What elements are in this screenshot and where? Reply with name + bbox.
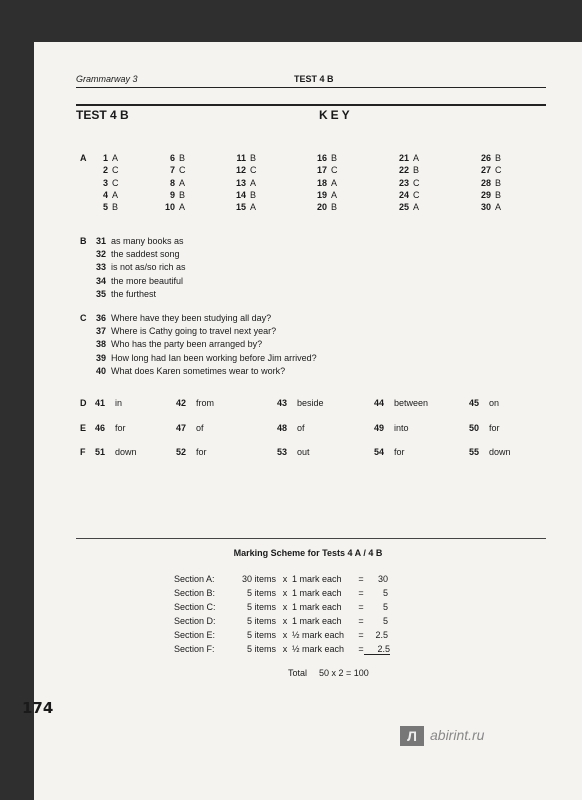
item-number: 30 — [480, 202, 491, 213]
item-number: 51 — [94, 447, 105, 457]
marking-cell: 5 items — [246, 644, 276, 654]
section-d-letter: D — [80, 398, 87, 408]
item-number: 18 — [316, 177, 327, 188]
answer-item — [84, 339, 262, 349]
marking-cell: x — [282, 588, 288, 598]
page — [34, 42, 582, 800]
marking-cell: Section B: — [174, 588, 216, 598]
item-number: 38 — [95, 339, 106, 350]
answer-item — [168, 447, 207, 457]
item-answer: A — [331, 177, 338, 188]
item-answer: A — [413, 153, 420, 163]
item-answer: B — [495, 189, 502, 200]
answer-item — [389, 153, 419, 163]
item-answer: B — [250, 153, 257, 163]
item-answer: B — [331, 153, 338, 163]
marking-cell: = — [358, 630, 364, 640]
answer-item — [226, 153, 256, 163]
item-answer: for — [394, 447, 405, 457]
answer-item — [471, 202, 501, 212]
item-number: 5 — [102, 202, 108, 213]
item-number: 10 — [164, 202, 175, 213]
answer-item — [84, 262, 186, 272]
item-number: 46 — [94, 423, 105, 433]
answer-item — [168, 398, 214, 408]
item-answer: What does Karen sometimes wear to work? — [111, 365, 286, 376]
answer-item — [84, 326, 276, 336]
item-answer: A — [112, 189, 119, 200]
answer-item — [155, 165, 186, 175]
answer-item — [87, 423, 126, 433]
item-number: 54 — [373, 447, 384, 457]
item-answer: the saddest song — [111, 249, 180, 260]
item-answer: B — [495, 153, 502, 163]
item-answer: A — [250, 202, 257, 213]
section-a-letter: A — [80, 153, 87, 163]
answer-item — [461, 423, 500, 433]
item-answer: between — [394, 398, 429, 408]
answer-item — [155, 202, 185, 212]
total-label: Total — [288, 668, 308, 678]
marking-divider — [76, 538, 546, 539]
item-number: 16 — [316, 153, 327, 163]
item-number: 32 — [95, 249, 106, 260]
item-answer: the more beautiful — [111, 275, 184, 286]
answer-item — [226, 178, 256, 188]
item-number: 22 — [398, 165, 409, 176]
marking-cell: 5 — [382, 588, 388, 598]
marking-cell: 2.5 — [375, 630, 388, 640]
section-f-letter: F — [80, 447, 86, 457]
item-answer: B — [331, 202, 338, 213]
marking-cell: ½ mark each — [292, 630, 345, 640]
marking-scheme-title: Marking Scheme for Tests 4 A / 4 B — [233, 548, 383, 558]
answer-item — [168, 423, 204, 433]
item-answer: A — [495, 202, 502, 213]
marking-cell: 30 items — [241, 574, 276, 584]
item-answer: C — [112, 177, 119, 188]
answer-item — [155, 178, 185, 188]
marking-cell: 2.5 — [364, 644, 390, 655]
item-number: 6 — [169, 153, 175, 163]
item-number: 45 — [468, 398, 479, 408]
answer-item — [226, 202, 256, 212]
item-number: 50 — [468, 423, 479, 433]
item-answer: for — [489, 423, 500, 433]
marking-cell: 1 mark each — [292, 602, 342, 612]
item-number: 36 — [95, 313, 106, 323]
marking-cell: x — [282, 574, 288, 584]
item-number: 13 — [235, 177, 246, 188]
marking-cell: 30 — [377, 574, 388, 584]
item-answer: is not as/so rich as — [111, 262, 186, 273]
key-heading: KEY — [319, 108, 353, 122]
item-answer: B — [112, 202, 119, 213]
item-number: 12 — [235, 165, 246, 176]
item-answer: A — [331, 189, 338, 200]
answer-item — [366, 447, 405, 457]
item-answer: in — [115, 398, 123, 408]
marking-cell: Section D: — [174, 616, 216, 626]
marking-cell: 1 mark each — [292, 588, 342, 598]
item-number: 55 — [468, 447, 479, 457]
item-answer: down — [489, 447, 511, 457]
item-number: 35 — [95, 288, 106, 299]
item-answer: A — [250, 177, 257, 188]
answer-item — [88, 202, 118, 212]
answer-item — [389, 165, 419, 175]
item-answer: from — [196, 398, 214, 408]
answer-item — [88, 165, 119, 175]
item-answer: Who has the party been arranged by? — [111, 339, 263, 350]
answer-item — [366, 398, 428, 408]
marking-cell: 5 — [382, 602, 388, 612]
item-number: 27 — [480, 165, 491, 176]
item-number: 11 — [236, 153, 246, 163]
marking-cell: 5 items — [246, 630, 276, 640]
answer-item — [269, 398, 324, 408]
item-answer: B — [179, 153, 186, 163]
item-number: 44 — [373, 398, 384, 408]
marking-cell: = — [358, 574, 364, 584]
item-number: 34 — [95, 275, 106, 286]
answer-item — [226, 190, 256, 200]
item-answer: out — [297, 447, 310, 457]
marking-cell: 5 items — [246, 616, 276, 626]
item-answer: C — [413, 189, 420, 200]
item-answer: C — [495, 165, 502, 176]
answer-item — [307, 202, 337, 212]
answer-item — [84, 366, 285, 376]
series-title: Grammarway 3 — [76, 74, 138, 84]
item-answer: B — [250, 189, 257, 200]
item-number: 7 — [169, 165, 175, 176]
item-answer: into — [394, 423, 409, 433]
item-answer: B — [495, 177, 502, 188]
answer-item — [88, 178, 119, 188]
item-answer: C — [179, 165, 186, 176]
section-e-letter: E — [80, 423, 87, 433]
item-answer: C — [331, 165, 338, 176]
item-answer: A — [179, 202, 186, 213]
item-number: 28 — [480, 177, 491, 188]
marking-cell: = — [358, 616, 364, 626]
item-number: 23 — [398, 177, 409, 188]
answer-item — [471, 153, 501, 163]
item-number: 25 — [398, 202, 409, 213]
marking-cell: 5 items — [246, 602, 276, 612]
answer-item — [471, 165, 502, 175]
item-answer: for — [196, 447, 207, 457]
answer-item — [389, 190, 420, 200]
watermark-logo-icon: Л — [400, 726, 424, 746]
answer-item — [307, 165, 338, 175]
answer-item — [226, 165, 257, 175]
item-number: 26 — [480, 153, 491, 163]
item-number: 20 — [316, 202, 327, 213]
answer-item — [155, 153, 185, 163]
item-answer: of — [196, 423, 204, 433]
answer-item — [88, 190, 118, 200]
answer-item — [471, 190, 501, 200]
item-number: 17 — [316, 165, 327, 176]
answer-item — [307, 190, 337, 200]
answer-item — [84, 276, 183, 286]
item-answer: the furthest — [111, 288, 157, 299]
item-number: 9 — [169, 189, 175, 200]
item-number: 21 — [398, 153, 409, 163]
marking-cell: x — [282, 616, 288, 626]
answer-item — [307, 178, 337, 188]
item-number: 19 — [316, 189, 327, 200]
item-answer: on — [489, 398, 500, 408]
marking-cell: Section E: — [174, 630, 216, 640]
marking-cell: 5 items — [246, 588, 276, 598]
item-answer: Where have they been studying all day? — [111, 313, 272, 323]
marking-cell: = — [358, 602, 364, 612]
item-number: 52 — [175, 447, 186, 457]
answer-item — [366, 423, 409, 433]
answer-item — [155, 190, 185, 200]
item-number: 15 — [235, 202, 246, 213]
header-test-label: TEST 4 B — [294, 74, 334, 84]
answer-item — [84, 249, 180, 259]
section-b-letter: B — [80, 236, 87, 246]
marking-cell: = — [358, 588, 364, 598]
marking-cell: ½ mark each — [292, 644, 345, 654]
item-answer: for — [115, 423, 126, 433]
answer-item — [87, 447, 137, 457]
answer-item — [84, 289, 156, 299]
item-number: 41 — [94, 398, 105, 408]
item-number: 33 — [95, 262, 106, 273]
item-answer: A — [112, 153, 119, 163]
item-answer: B — [413, 165, 420, 176]
item-number: 40 — [95, 365, 106, 376]
answer-item — [84, 236, 184, 246]
answer-item — [84, 353, 317, 363]
item-answer: B — [179, 189, 186, 200]
item-answer: down — [115, 447, 137, 457]
marking-cell: 5 — [382, 616, 388, 626]
answer-item — [389, 178, 420, 188]
marking-cell: 1 mark each — [292, 574, 342, 584]
marking-cell: 1 mark each — [292, 616, 342, 626]
item-answer: A — [179, 177, 186, 188]
item-number: 4 — [102, 189, 108, 200]
item-answer: as many books as — [111, 236, 184, 246]
item-number: 14 — [235, 189, 246, 200]
item-number: 24 — [398, 189, 409, 200]
item-answer: C — [112, 165, 119, 176]
item-number: 31 — [95, 236, 106, 246]
item-number: 43 — [276, 398, 287, 408]
answer-item — [88, 153, 118, 163]
marking-cell: Section F: — [174, 644, 215, 654]
answer-item — [84, 313, 271, 323]
item-number: 3 — [102, 177, 108, 188]
page-number: 174 — [22, 699, 54, 717]
marking-cell: x — [282, 644, 288, 654]
title-rule — [76, 104, 546, 106]
watermark-text: abirint.ru — [430, 727, 485, 743]
answer-item — [269, 423, 305, 433]
item-number: 39 — [95, 352, 106, 363]
marking-cell: Section C: — [174, 602, 216, 612]
answer-item — [269, 447, 310, 457]
item-answer: A — [413, 202, 420, 213]
total-value: 50 x 2 = 100 — [319, 668, 369, 678]
running-header — [76, 74, 546, 88]
item-number: 2 — [102, 165, 108, 176]
item-answer: Where is Cathy going to travel next year? — [111, 326, 277, 337]
section-c-letter: C — [80, 313, 87, 323]
item-number: 8 — [169, 177, 175, 188]
answer-item — [461, 447, 511, 457]
answer-item — [389, 202, 419, 212]
marking-cell: x — [282, 630, 288, 640]
item-answer: C — [250, 165, 257, 176]
page-title: TEST 4 B — [76, 108, 129, 122]
marking-cell: x — [282, 602, 288, 612]
item-answer: C — [413, 177, 420, 188]
item-answer: beside — [297, 398, 324, 408]
item-number: 53 — [276, 447, 287, 457]
answer-item — [307, 153, 337, 163]
item-answer: How long had Ian been working before Jim arrived? — [111, 352, 317, 363]
item-number: 49 — [373, 423, 384, 433]
answer-item — [461, 398, 499, 408]
item-number: 47 — [175, 423, 186, 433]
item-number: 37 — [95, 326, 106, 337]
item-number: 48 — [276, 423, 287, 433]
marking-cell: Section A: — [174, 574, 215, 584]
item-answer: of — [297, 423, 305, 433]
item-number: 29 — [480, 189, 491, 200]
item-number: 42 — [175, 398, 186, 408]
marking-cell: = — [358, 644, 364, 654]
answer-item — [87, 398, 122, 408]
answer-item — [471, 178, 501, 188]
item-number: 1 — [102, 153, 108, 163]
